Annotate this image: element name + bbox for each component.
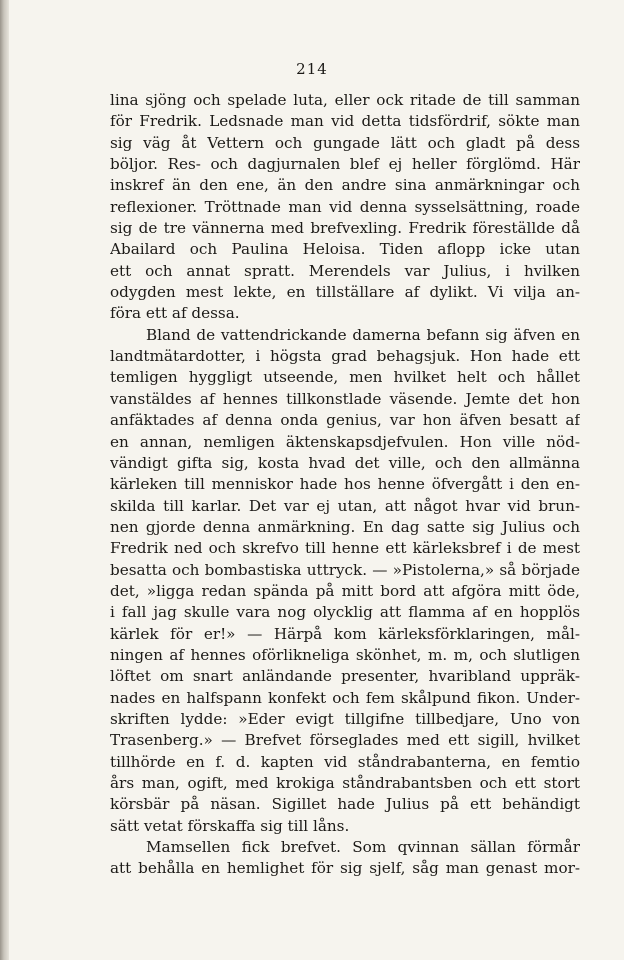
text-line: en annan, nemligen äktenskapsdjefvulen. Hon ville nöd-: [110, 432, 580, 451]
text-line: kärlek för er!» — Härpå kom kärleksförklaringen, mål-: [110, 624, 580, 643]
text-line: Fredrik ned och skrefvo till henne ett kärleksbref i de mest: [110, 539, 580, 558]
text-line: löftet om snart anländande presenter, hvaribland uppräk-: [110, 667, 580, 686]
text-line: nen gjorde denna anmärkning. En dag satte sig Julius och: [110, 517, 580, 536]
text-line: körsbär på näsan. Sigillet hade Julius på ett behändigt: [110, 795, 580, 814]
text-line: reflexioner. Tröttnade man vid denna sysselsättning, roade: [110, 197, 580, 216]
text-line: i fall jag skulle vara nog olycklig att flamma af en hopplös: [110, 603, 580, 622]
text-line: nades en halfspann konfekt och fem skålpund fikon. Under-: [110, 688, 580, 707]
text-line: det, »ligga redan spända på mitt bord att afgöra mitt öde,: [110, 581, 580, 600]
text-line: temligen hyggligt utseende, men hvilket helt och hållet: [110, 368, 580, 387]
book-spine-edge: [0, 0, 9, 960]
text-line: att behålla en hemlighet för sig sjelf, såg man genast mor-: [110, 859, 580, 878]
text-line: besatta och bombastiska uttryck. — »Pistolerna,» så började: [110, 560, 580, 579]
text-line: ett och annat spratt. Merendels var Julius, i hvilken: [110, 261, 580, 280]
text-line: tillhörde en f. d. kapten vid ståndrabanterna, en femtio: [110, 752, 580, 771]
text-line: Bland de vattendrickande damerna befann sig äfven en: [146, 325, 580, 344]
text-line: landtmätardotter, i högsta grad behagsjuk. Hon hade ett: [110, 347, 580, 366]
text-line: inskref än den ene, än den andre sina anmärkningar och: [110, 176, 580, 195]
text-line: vändigt gifta sig, kosta hvad det ville, och den allmänna: [110, 453, 580, 472]
text-line: vanstäldes af hennes tillkonstlade väsende. Jemte det hon: [110, 389, 580, 408]
text-line: års man, ogift, med krokiga ståndrabantsben och ett stort: [110, 774, 580, 792]
text-line: odygden mest lekte, en tillställare af dylikt. Vi vilja an-: [110, 283, 580, 302]
text-line: Trasenberg.» — Brefvet förseglades med ett sigill, hvilket: [110, 731, 580, 750]
text-line: för Fredrik. Ledsnade man vid detta tidsfördrif, sökte man: [110, 112, 580, 131]
text-line: sig väg åt Vettern och gungade lätt och gladt på dess: [110, 133, 580, 152]
body-text: [110, 90, 580, 880]
text-line: kärleken till menniskor hade hos henne öfvergått i den en-: [110, 475, 580, 494]
text-line: ningen af hennes oförlikneliga skönhet, m. m, och slutligen: [110, 645, 580, 664]
text-line: lina sjöng och spelade luta, eller ock ritade de till samman: [110, 91, 580, 109]
text-line: sätt vetat förskaffa sig till låns.: [110, 816, 350, 835]
text-line: Abailard och Paulina Heloisa. Tiden aflopp icke utan: [110, 240, 580, 259]
text-line: anfäktades af denna onda genius, var hon äfven besatt af: [110, 411, 580, 430]
text-line: skilda till karlar. Det var ej utan, att något hvar vid brun-: [110, 496, 580, 515]
text-line: sig de tre vännerna med brefvexling. Fredrik föreställde då: [110, 219, 580, 238]
text-line: böljor. Res- och dagjurnalen blef ej heller förglömd. Här: [110, 155, 580, 174]
text-line: Mamsellen fick brefvet. Som qvinnan sällan förmår: [146, 838, 580, 857]
page-number: 214: [296, 60, 328, 78]
text-line: skriften lydde: »Eder evigt tillgifne tillbedjare, Uno von: [110, 709, 580, 728]
text-line: föra ett af dessa.: [110, 304, 240, 323]
